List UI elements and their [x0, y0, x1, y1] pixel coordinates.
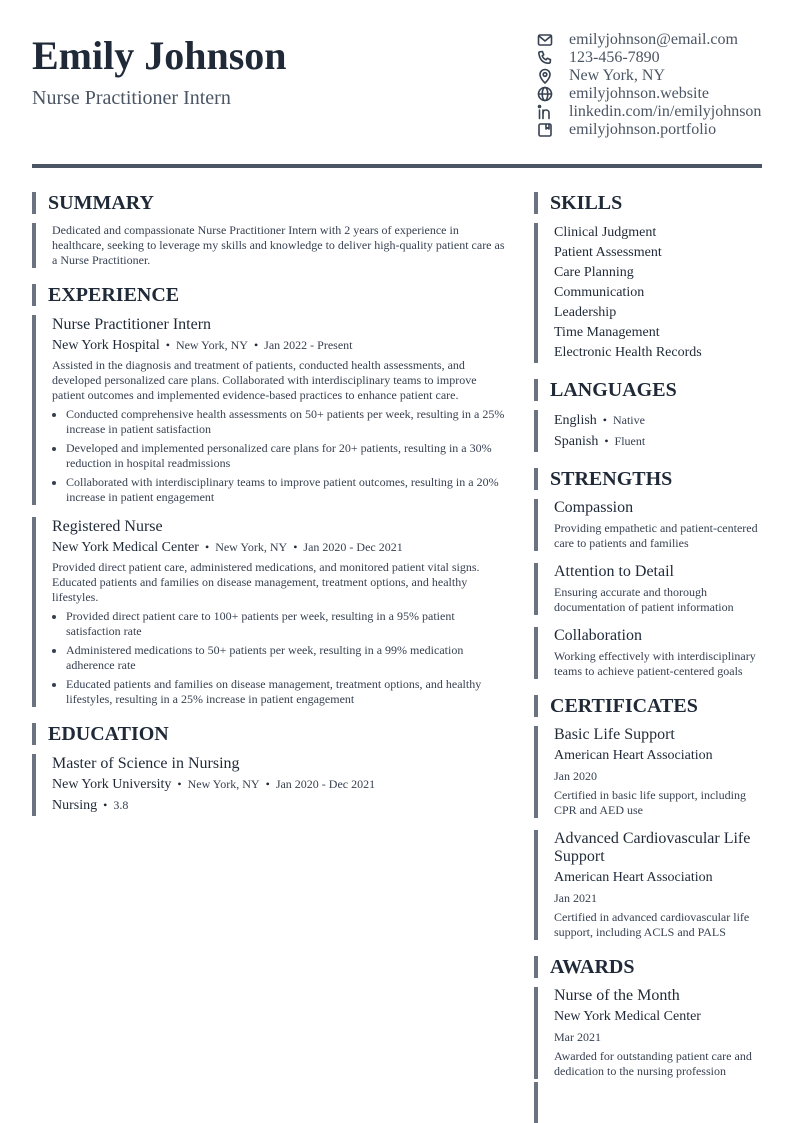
award-title: Nurse of the Month: [554, 987, 680, 1004]
section-heading: SKILLS: [534, 192, 764, 214]
job-location: New York, NY: [215, 540, 288, 554]
language-name: Spanish: [554, 434, 599, 449]
strength-description: Ensuring accurate and thorough documentation of patient information: [554, 585, 734, 614]
field-of-study: Nursing: [52, 798, 98, 813]
experience-section: [32, 284, 506, 707]
contact-email[interactable]: [537, 31, 787, 49]
achievement-item: • Administered medications to 50+ patients per week, resulting in a 99% medication adherence rate: [66, 643, 506, 673]
candidate-name: Emily Johnson: [32, 33, 287, 78]
award-issuer: New York Medical Center: [554, 1009, 701, 1024]
separator-dot: •: [253, 338, 259, 352]
school: New York University: [52, 777, 172, 792]
certificate-issuer: American Heart Association: [554, 748, 713, 763]
strength-title: Collaboration: [554, 627, 642, 644]
certificate-date: Jan 2021: [554, 891, 597, 905]
strength-entry: [534, 563, 764, 615]
contact-phone-text: 123-456-7890: [569, 49, 660, 66]
job-title: Registered Nurse: [52, 518, 163, 535]
certificate-title: Basic Life Support: [554, 726, 675, 743]
languages-section: [534, 379, 764, 452]
employer: New York Medical Center: [52, 540, 199, 555]
skill-item: Time Management: [554, 325, 660, 340]
award-date: Mar 2021: [554, 1030, 601, 1044]
employer: New York Hospital: [52, 338, 160, 353]
separator-dot: •: [293, 540, 298, 554]
achievement-item: • Developed and implemented personalized care plans for 20+ patients, resulting in a 30% reduction in hospital readmissions: [66, 441, 506, 471]
languages-list: [534, 410, 764, 452]
section-heading: LANGUAGES: [534, 379, 764, 401]
strengths-section: [534, 468, 764, 679]
job-meta: [52, 537, 506, 558]
certificate-entry: [534, 830, 764, 940]
separator-dot: •: [265, 777, 270, 791]
education-meta: [52, 774, 506, 795]
section-heading: CERTIFICATES: [534, 695, 764, 717]
achievement-item: • Provided direct patient care to 100+ patients per week, resulting in a 95% patient satisfaction rate: [66, 609, 506, 639]
experience-entry: [32, 517, 506, 707]
linkedin-icon: [537, 104, 553, 120]
job-location: New York, NY: [175, 338, 248, 352]
contact-location-text: New York, NY: [569, 67, 666, 84]
awards-section: [534, 956, 764, 1079]
job-dates: Jan 2022 - Present: [264, 338, 353, 352]
contact-website[interactable]: [537, 85, 787, 103]
job-meta: [52, 335, 506, 356]
certificate-description: Certified in advanced cardiovascular life support, including ACLS and PALS: [554, 910, 750, 939]
right-column: [534, 192, 764, 1095]
strength-entry: [534, 499, 764, 551]
skills-section: [534, 192, 764, 363]
strength-description: Working effectively with interdisciplinary teams to achieve patient-centered goals: [554, 649, 756, 678]
certificate-entry: [534, 726, 764, 818]
summary-text: Dedicated and compassionate Nurse Practitioner Intern with 2 years of experience in healthcare, seeking to leverage my skills and knowledge to deliver high-quality patient care as a Nurse Practitioner.: [52, 223, 505, 267]
contact-list: [537, 31, 787, 139]
globe-icon: [537, 86, 553, 102]
skill-item: Clinical Judgment: [554, 225, 657, 240]
certificate-description: Certified in basic life support, including CPR and AED use: [554, 788, 746, 817]
experience-entry: [32, 315, 506, 505]
section-heading: AWARDS: [534, 956, 764, 978]
separator-dot: •: [204, 540, 210, 554]
education-dates: Jan 2020 - Dec 2021: [275, 777, 376, 791]
education-field-line: [52, 795, 506, 816]
left-column: [32, 192, 506, 832]
contact-portfolio-text: emilyjohnson.portfolio: [569, 121, 717, 138]
summary-block: [32, 223, 506, 268]
language-name: English: [554, 413, 597, 428]
job-title: Nurse Practitioner Intern: [52, 316, 212, 333]
certificates-section: [534, 695, 764, 940]
contact-linkedin[interactable]: [537, 103, 787, 121]
skill-item: Communication: [554, 285, 645, 300]
contact-website-text: emilyjohnson.website: [569, 85, 709, 102]
summary-section: [32, 192, 506, 268]
strength-title: Compassion: [554, 499, 634, 516]
separator-dot: •: [103, 798, 108, 812]
job-dates: Jan 2020 - Dec 2021: [303, 540, 403, 554]
certificate-title: Advanced Cardiovascular Life Support: [554, 830, 751, 865]
strength-description: Providing empathetic and patient-centered care to patients and families: [554, 521, 758, 550]
location-icon: [537, 68, 553, 84]
phone-icon: [537, 50, 553, 66]
section-heading: STRENGTHS: [534, 468, 764, 490]
skill-item: Care Planning: [554, 265, 634, 280]
separator-dot: •: [604, 434, 609, 448]
achievement-item: • Collaborated with interdisciplinary teams to improve patient outcomes, resulting in a 20% increase in patient engagement: [66, 475, 506, 505]
language-item: [554, 431, 764, 452]
achievement-list: [52, 609, 506, 707]
strength-title: Attention to Detail: [554, 563, 674, 580]
gpa: 3.8: [113, 798, 129, 812]
skill-item: Electronic Health Records: [554, 345, 702, 360]
achievement-list: [52, 407, 506, 505]
award-description: Awarded for outstanding patient care and dedication to the nursing profession: [554, 1049, 752, 1078]
trailing-accent-bar: [534, 1082, 538, 1123]
strength-entry: [534, 627, 764, 679]
education-section: [32, 723, 506, 816]
header-divider: [32, 164, 762, 168]
contact-email-text: emilyjohnson@email.com: [569, 31, 738, 48]
language-level: Native: [612, 413, 645, 427]
achievement-item: • Educated patients and families on disease management, treatment options, and healthy lifestyles, resulting in a 25% increase in patient engagement: [66, 677, 506, 707]
achievement-item: • Conducted comprehensive health assessments on 50+ patients per week, resulting in a 25% increase in patient satisfaction: [66, 407, 506, 437]
skill-item: Patient Assessment: [554, 245, 662, 260]
contact-phone[interactable]: [537, 49, 787, 67]
separator-dot: •: [177, 777, 182, 791]
certificate-date: Jan 2020: [554, 769, 597, 783]
separator-dot: •: [165, 338, 170, 352]
skills-list: [534, 223, 764, 363]
skill-item: Leadership: [554, 305, 617, 320]
school-location: New York, NY: [187, 777, 260, 791]
mail-icon: [537, 32, 553, 48]
section-heading: EDUCATION: [32, 723, 506, 745]
language-level: Fluent: [614, 434, 646, 448]
portfolio-icon: [537, 122, 553, 138]
job-description: Assisted in the diagnosis and treatment of patients, conducted health assessments, and developed personalized care plans. Collaborated with interdisciplinary teams to improve patient outcomes and implemented evidence-based practices to enhance patient care.: [52, 358, 477, 402]
certificate-issuer: American Heart Association: [554, 870, 713, 885]
job-description: Provided direct patient care, administered medications, and monitored patient vital signs. Educated patients and families on disease management, treatment options, and healthy lifestyles.: [52, 560, 480, 604]
contact-location: [537, 67, 787, 85]
contact-portfolio[interactable]: [537, 121, 787, 139]
candidate-title: Nurse Practitioner Intern: [32, 87, 231, 109]
separator-dot: •: [602, 413, 607, 427]
education-entry: [32, 754, 506, 816]
section-heading: SUMMARY: [32, 192, 506, 214]
award-entry: [534, 987, 764, 1079]
language-item: [554, 410, 764, 431]
section-heading: EXPERIENCE: [32, 284, 506, 306]
degree: Master of Science in Nursing: [52, 755, 240, 772]
contact-linkedin-text: linkedin.com/in/emilyjohnson: [569, 103, 762, 120]
